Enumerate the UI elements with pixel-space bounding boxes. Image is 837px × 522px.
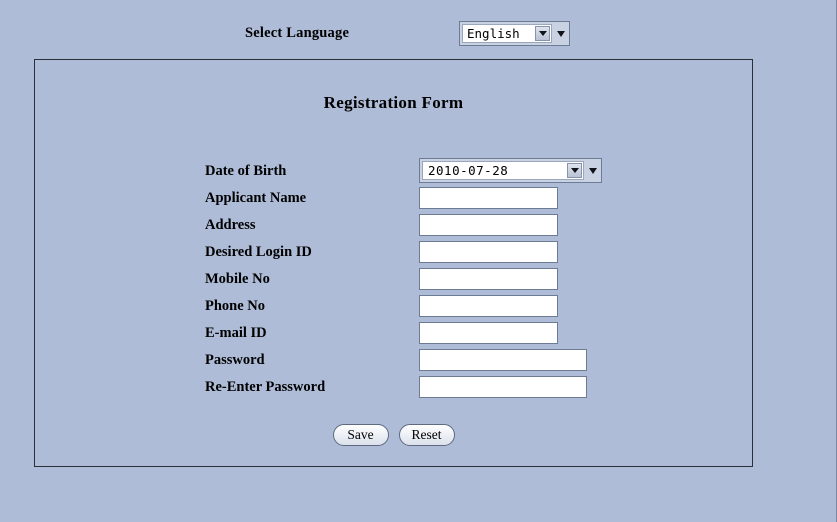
select-language-label: Select Language — [245, 25, 350, 41]
label-applicant-name: Applicant Name — [205, 190, 307, 206]
form-row-email-id — [35, 322, 752, 349]
address-input[interactable] — [419, 214, 558, 236]
phone-no-input[interactable] — [419, 295, 558, 317]
language-combobox-value: English — [467, 26, 520, 41]
language-combobox[interactable] — [459, 21, 570, 46]
field-wrap-desired-login-id — [419, 241, 558, 263]
form-actions — [35, 424, 752, 446]
chevron-down-icon[interactable] — [535, 26, 550, 41]
re-enter-password-input[interactable] — [419, 376, 587, 398]
form-row-date-of-birth — [35, 160, 752, 187]
form-row-password — [35, 349, 752, 376]
label-date-of-birth: Date of Birth — [205, 163, 287, 179]
label-mobile-no: Mobile No — [205, 271, 270, 287]
desired-login-id-input[interactable] — [419, 241, 558, 263]
password-input[interactable] — [419, 349, 587, 371]
language-selector-row — [0, 10, 837, 40]
date-of-birth-combobox[interactable] — [419, 158, 602, 183]
form-row-re-enter-password — [35, 376, 752, 403]
form-row-desired-login-id — [35, 241, 752, 268]
page-title: Registration Form — [323, 93, 464, 112]
registration-panel — [34, 59, 753, 467]
form-row-mobile-no — [35, 268, 752, 295]
label-password: Password — [205, 352, 265, 368]
field-wrap-email-id — [419, 322, 558, 344]
date-of-birth-dropdown-button[interactable] — [584, 159, 601, 182]
chevron-down-icon[interactable] — [567, 163, 582, 178]
form-row-phone-no — [35, 295, 752, 322]
form-row-address — [35, 214, 752, 241]
label-re-enter-password: Re-Enter Password — [205, 379, 326, 395]
language-combobox-value-area[interactable] — [462, 24, 552, 43]
form-fields — [35, 160, 752, 403]
date-of-birth-value: 2010-07-28 — [428, 163, 509, 178]
field-wrap-mobile-no — [419, 268, 558, 290]
email-id-input[interactable] — [419, 322, 558, 344]
label-phone-no: Phone No — [205, 298, 266, 314]
reset-button[interactable]: Reset — [399, 424, 455, 446]
field-wrap-address — [419, 214, 558, 236]
label-desired-login-id: Desired Login ID — [205, 244, 312, 260]
save-button[interactable]: Save — [333, 424, 389, 446]
label-address: Address — [205, 217, 256, 233]
date-of-birth-value-area[interactable] — [422, 161, 584, 180]
mobile-no-input[interactable] — [419, 268, 558, 290]
field-wrap-phone-no — [419, 295, 558, 317]
applicant-name-input[interactable] — [419, 187, 558, 209]
form-row-applicant-name — [35, 187, 752, 214]
label-email-id: E-mail ID — [205, 325, 267, 341]
field-wrap-applicant-name — [419, 187, 558, 209]
field-wrap-password — [419, 349, 587, 371]
language-combobox-dropdown-button[interactable] — [552, 22, 569, 45]
field-wrap-re-enter-password — [419, 376, 587, 398]
